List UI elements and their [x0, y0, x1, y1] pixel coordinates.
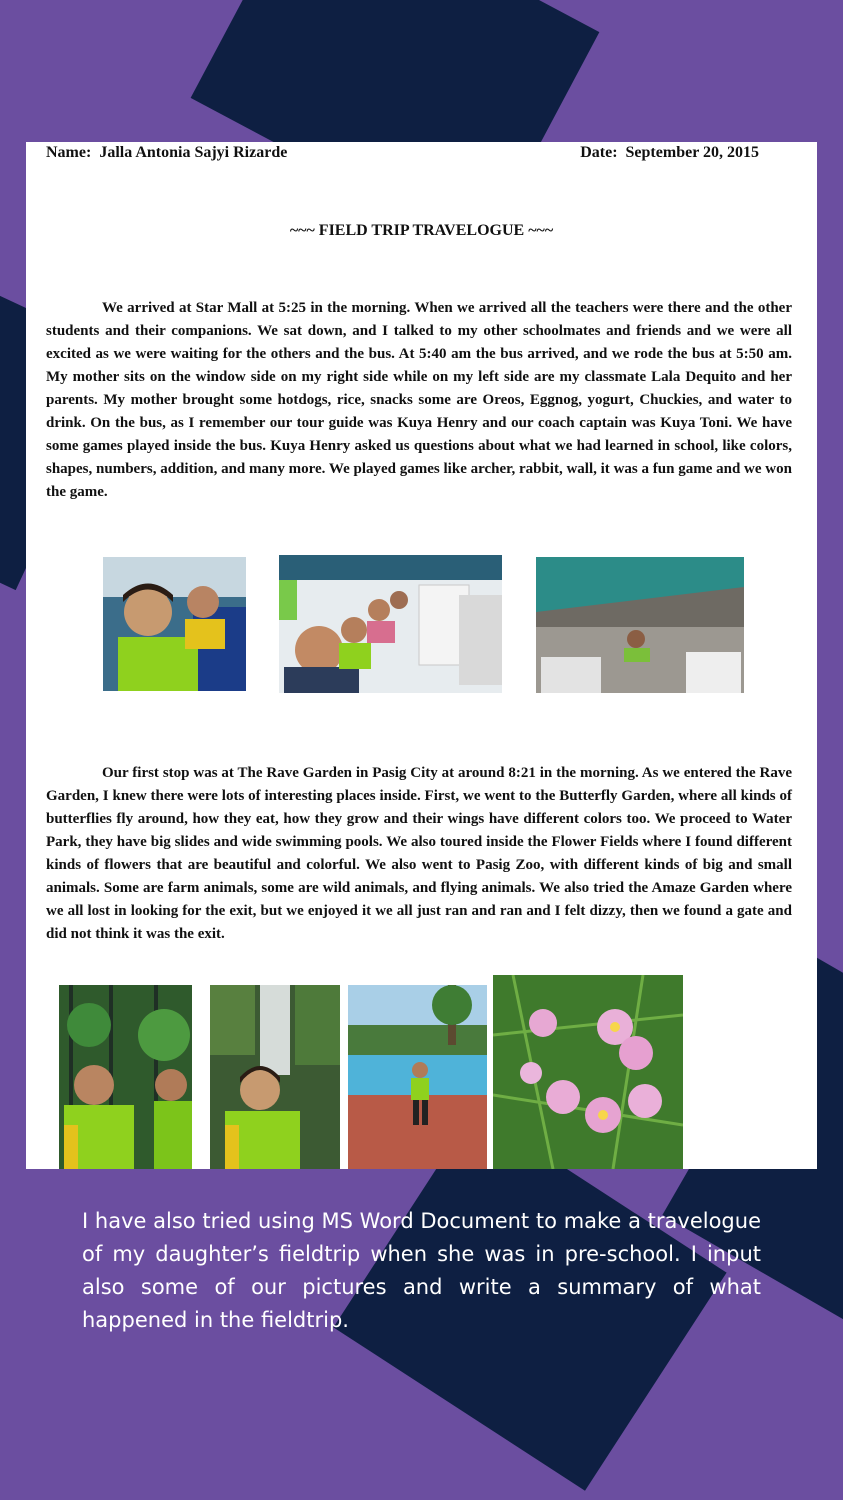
name-label: Name: [46, 144, 92, 161]
photo-butterfly-garden [59, 985, 192, 1169]
paragraph-bus-trip: We arrived at Star Mall at 5:25 in the morning. When we arrived all the teachers were there and the other students and their companions. We sat down, and I talked to my other schoolmates and friends and we were all excited as we were waiting for the others and the bus. At 5:40 am the bus arrived, and we rode the bus at 5:50 am. My mother sits on the window side on my right side while on my left side are my classmate Lala Dequito and her parents. My mother brought some hotdogs, rice, snacks some are Oreos, Eggnog, yogurt, Chuckies, and water to drink. On the bus, as I remember our tour guide was Kuya Henry and our coach captain was Kuya Toni. We have some games played inside the bus. Kuya Henry asked us questions about what we had learned in school, like colors, shapes, numbers, addition, and many more. We played games like archer, rabbit, wall, it was a fun game and we won the game. [46, 300, 792, 500]
document-title: ~~~ FIELD TRIP TRAVELOGUE ~~~ [289, 222, 554, 239]
photo-kids-on-bus [103, 557, 246, 691]
date-value: September 20, 2015 [625, 144, 759, 161]
date-label: Date: [580, 144, 618, 161]
photo-swimming-pool [348, 985, 487, 1169]
photo-bus-group [279, 555, 502, 693]
caption-text: I have also tried using MS Word Document to make a travelogue of my daughter’s fieldtrip when she was in pre-school. I input also some of our pictures and write a summary of what happened in the fieldtrip. [82, 1209, 761, 1332]
name-line [46, 144, 287, 162]
document-page [26, 142, 817, 1169]
photo-bus-interior [536, 557, 744, 693]
photo-waterfall [210, 985, 340, 1169]
date-line [580, 144, 759, 162]
document-header [46, 144, 759, 162]
name-value: Jalla Antonia Sajyi Rizarde [99, 144, 288, 161]
paragraph-rave-garden: Our first stop was at The Rave Garden in Pasig City at around 8:21 in the morning. As we entered the Rave Garden, I knew there were lots of interesting places inside. First, we went to the Butterfly Garden, where all kinds of butterflies fly around, how they eat, how they grow and their wings have different colors too. We proceed to Water Park, they have big slides and wide swimming pools. We also toured inside the Flower Fields where I found different kinds of flowers that are beautiful and colorful. We also went to Pasig Zoo, with different kinds of big and small animals. Some are farm animals, some are wild animals, and flying animals. We also tried the Amaze Garden where we all lost in looking for the exit, but we enjoyed it we all just ran and ran and I felt dizzy, then we found a gate and did not think it was the exit. [46, 765, 792, 942]
photo-pink-flowers [493, 975, 683, 1169]
